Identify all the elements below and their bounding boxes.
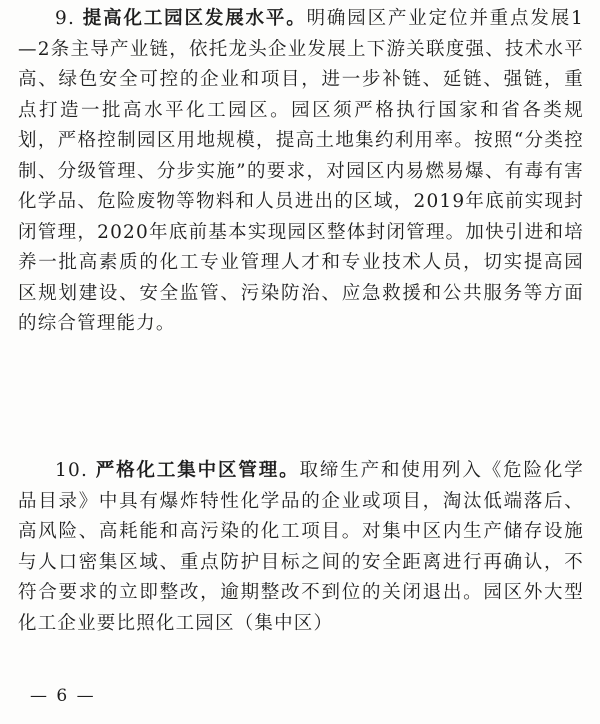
paragraph-section-9 [18, 4, 584, 340]
section-10-body: 取缔生产和使用列入《危险化学品目录》中具有爆炸特性化学品的企业或项目，淘汰低端落后、高风险、高耗能和高污染的化工项目。对集中区内生产储存设施与人口密集区域、重点防护目标之间的安全距离进行再确认，不符合要求的立即整改，逾期整改不到位的关闭退出。园区外大型化工企业要比照化工园区（集中区） [18, 460, 584, 634]
section-10-number: 10. [55, 460, 89, 481]
section-9-heading: 提高化工园区发展水平。 [82, 8, 307, 29]
page-number: — 6 — [30, 686, 96, 706]
paragraph-section-10 [18, 456, 584, 639]
section-9-body: 明确园区产业定位并重点发展1—2条主导产业链，依托龙头企业发展上下游关联度强、技术水平高、绿色安全可控的企业和项目，进一步补链、延链、强链，重点打造一批高水平化工园区。园区须严格执行国家和省各类规划，严格控制园区用地规模，提高土地集约利用率。按照“分类控制、分级管理、分步实施”的要求，对园区内易燃易爆、有毒有害化学品、危险废物等物料和人员进出的区域，2019年底前实现封闭管理，2020年底前基本实现园区整体封闭管理。加快引进和培养一批高素质的化工专业管理人才和专业技术人员，切实提高园区规划建设、安全监管、污染防治、应急救援和公共服务等方面的综合管理能力。 [18, 8, 585, 334]
section-10-heading: 严格化工集中区管理。 [95, 460, 300, 481]
section-9-number: 9. [55, 8, 76, 29]
